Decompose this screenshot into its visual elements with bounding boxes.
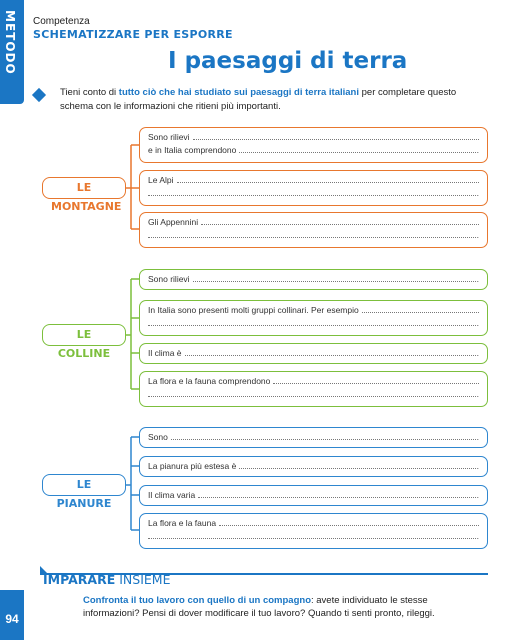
intro-part1: Tieni conto di bbox=[60, 87, 119, 98]
montagne-box-3-row-1[interactable]: Gli Appennini bbox=[148, 217, 479, 230]
label-montagne: LE MONTAGNE bbox=[42, 177, 126, 199]
montagne-box-2-row-2[interactable]: . bbox=[148, 188, 479, 201]
pianure-box-3-row-1[interactable]: Il clima varia . bbox=[148, 490, 479, 500]
colline-box-1-row-1[interactable]: Sono rilievi . bbox=[148, 274, 479, 284]
colline-box-3-row-1[interactable]: Il clima è . bbox=[148, 348, 479, 358]
pianure-box-2 bbox=[139, 456, 488, 477]
imparare-highlight: Confronta il tuo lavoro con quello di un compagno bbox=[83, 595, 311, 606]
montagne-box-1-row-2[interactable]: e in Italia comprendono . bbox=[148, 145, 479, 155]
pianure-box-4 bbox=[139, 513, 488, 549]
label-colline: LE COLLINE bbox=[42, 324, 126, 346]
montagne-connector bbox=[125, 145, 139, 229]
page-number: 94 bbox=[5, 612, 19, 626]
colline-box-2-row-1[interactable]: In Italia sono presenti molti gruppi collinari. Per esempio bbox=[148, 305, 479, 318]
competenza-title: SCHEMATIZZARE PER ESPORRE bbox=[33, 28, 233, 41]
montagne-box-1-row-1[interactable]: Sono rilievi bbox=[148, 132, 479, 145]
colline-box-4 bbox=[139, 371, 488, 407]
montagne-box-3 bbox=[139, 212, 488, 248]
imparare-heading bbox=[43, 572, 170, 587]
side-tab-label: METODO bbox=[3, 10, 17, 75]
label-pianure: LE PIANURE bbox=[42, 474, 126, 496]
montagne-box-2-row-1[interactable]: Le Alpi bbox=[148, 175, 479, 188]
colline-box-3 bbox=[139, 343, 488, 364]
imparare-body: : avete individuato le stesse informazioni? Pensi di dover modificare il tuo lavoro? Quando ti senti pronto, rileggi. bbox=[83, 595, 435, 619]
montagne-box-2 bbox=[139, 170, 488, 206]
colline-box-1 bbox=[139, 269, 488, 290]
colline-box-2-row-2[interactable]: . bbox=[148, 318, 479, 331]
pianure-box-1 bbox=[139, 427, 488, 448]
pianure-box-4-row-2[interactable]: . bbox=[148, 531, 479, 544]
pianure-box-2-row-1[interactable]: La pianura più estesa è . bbox=[148, 461, 479, 471]
intro-text bbox=[60, 86, 470, 114]
colline-box-4-row-2[interactable]: . bbox=[148, 389, 479, 402]
imparare-word2: INSIEME bbox=[115, 572, 171, 587]
colline-box-4-row-1[interactable]: La flora e la fauna comprendono bbox=[148, 376, 479, 389]
diamond-bullet-icon bbox=[32, 88, 46, 102]
pianure-box-1-row-1[interactable]: Sono . bbox=[148, 432, 479, 442]
competenza-label: Competenza bbox=[33, 16, 90, 27]
colline-box-2 bbox=[139, 300, 488, 336]
intro-highlight: tutto ciò che hai studiato sui paesaggi di terra italiani bbox=[118, 87, 359, 98]
page-title: I paesaggi di terra bbox=[168, 48, 408, 74]
side-tab bbox=[0, 0, 24, 104]
pianure-box-4-row-1[interactable]: La flora e la fauna bbox=[148, 518, 479, 531]
pianure-box-3 bbox=[139, 485, 488, 506]
montagne-box-3-row-2[interactable]: . bbox=[148, 230, 479, 243]
intro-part2: per completare questo schema con le informazioni che ritieni più importanti. bbox=[60, 87, 457, 112]
colline-connector bbox=[125, 279, 139, 389]
imparare-word1: IMPARARE bbox=[43, 572, 116, 587]
montagne-box-1 bbox=[139, 127, 488, 163]
imparare-text bbox=[83, 594, 483, 620]
pianure-connector bbox=[125, 437, 139, 530]
